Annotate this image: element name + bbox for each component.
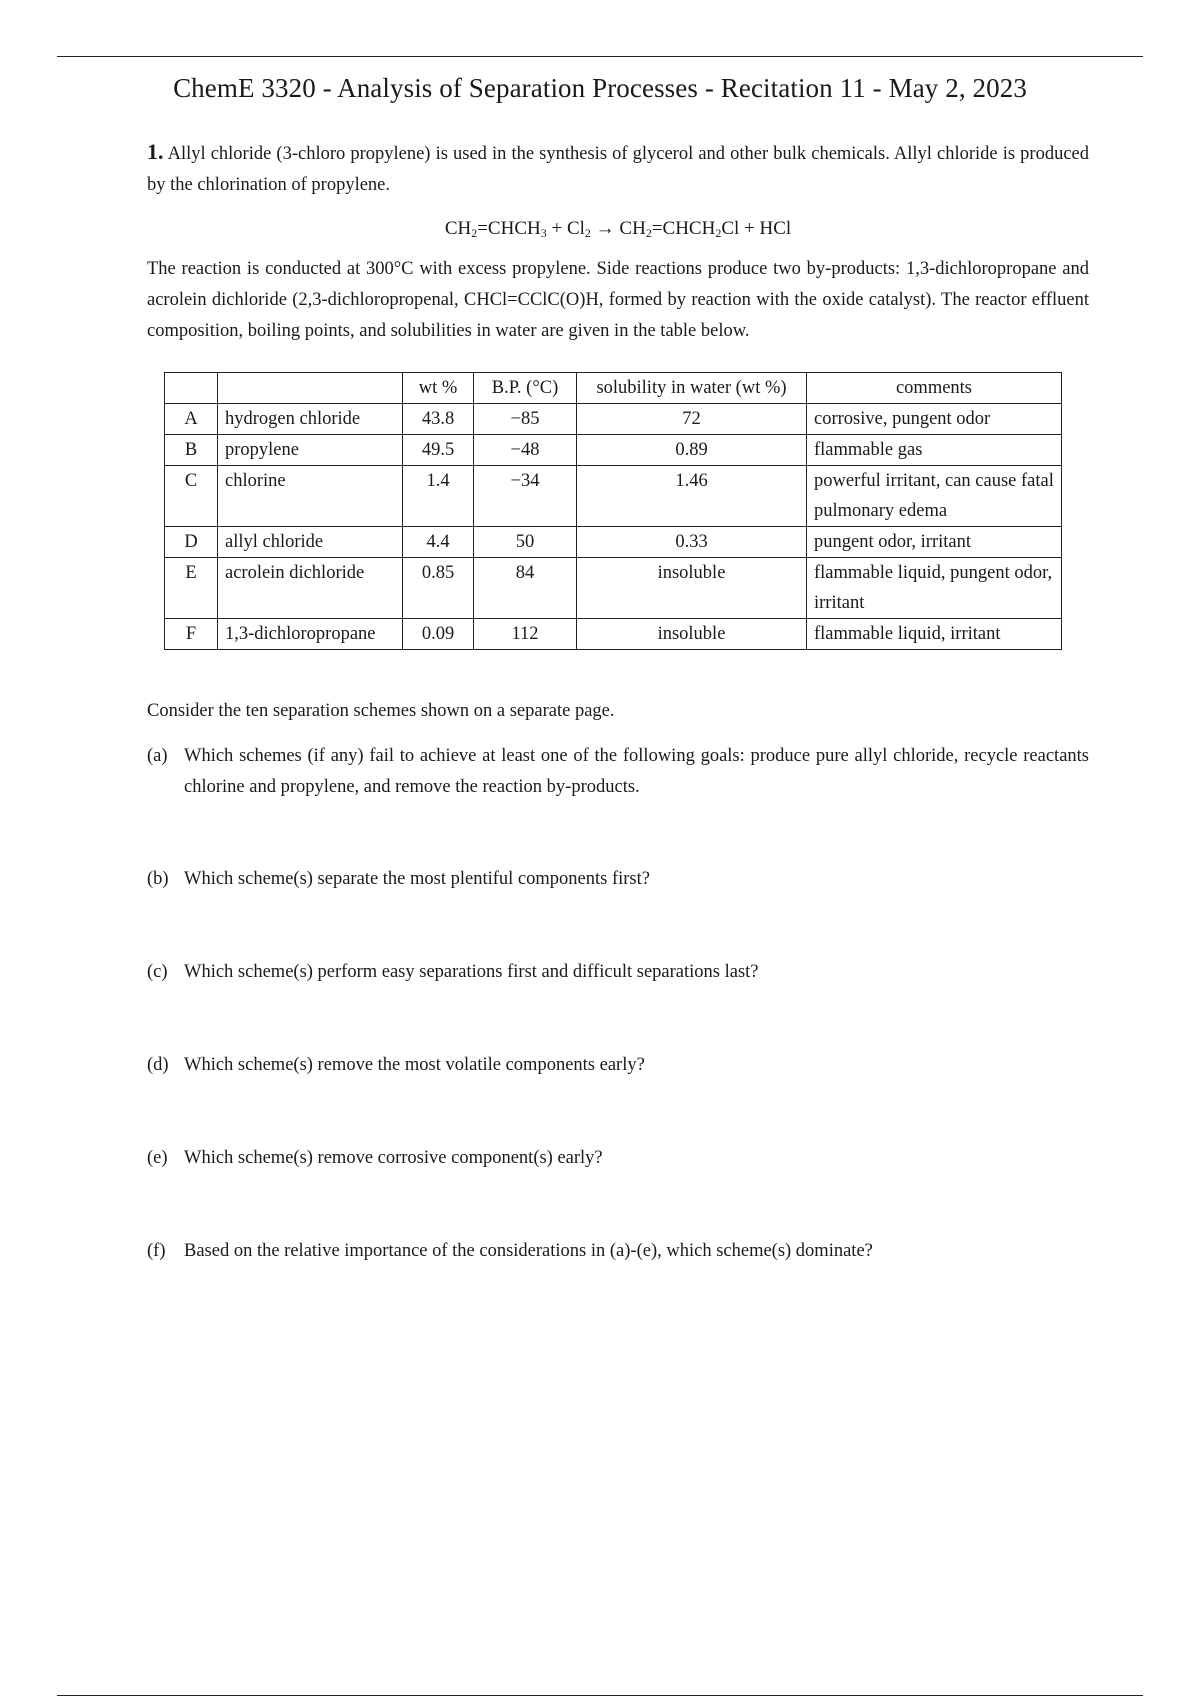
component-comments: powerful irritant, can cause fatal pulmonary edema [807,466,1062,527]
question-label: (e) [147,1148,168,1168]
eq-subscript: 2 [715,226,722,240]
consider-text: Consider the ten separation schemes shown on a separate page. [147,701,615,721]
table-row [165,527,1062,558]
component-id: A [165,404,218,435]
header-cell [218,373,403,404]
component-comments: flammable gas [807,435,1062,466]
top-rule [57,56,1143,57]
component-bp: −34 [474,466,577,527]
eq-term: Cl [566,218,585,239]
component-comments: pungent odor, irritant [807,527,1062,558]
header-cell: B.P. (°C) [474,373,577,404]
problem-number: 1. [147,139,164,164]
question-text: Which scheme(s) separate the most plentiful components first? [184,869,650,889]
component-id: F [165,619,218,650]
eq-term: =CHCH [651,218,716,239]
question-label: (b) [147,869,169,889]
component-name: 1,3-dichloropropane [218,619,403,650]
question-d [147,1050,1089,1081]
problem-intro [147,136,1089,201]
component-wt: 0.85 [403,558,474,619]
table-row [165,558,1062,619]
component-wt: 49.5 [403,435,474,466]
conditions-paragraph: The reaction is conducted at 300°C with excess propylene. Side reactions produce two by-products: 1,3-dichloropropane and acrolein dichloride (2,3-dichloropropenal, CHCl=CClC(O)H, formed by reaction with the oxide catalyst). The reactor effluent composition, boiling points, and solubilities in water are given in the table below. [147,259,1089,341]
component-solubility: insoluble [577,619,807,650]
reaction-equation [147,213,1089,244]
table-row [165,619,1062,650]
component-bp: 112 [474,619,577,650]
eq-term: CH [444,218,472,239]
question-f [147,1236,1089,1267]
table-row [165,435,1062,466]
eq-term: =CHCH [477,218,541,239]
component-name: propylene [218,435,403,466]
component-id: E [165,558,218,619]
header-cell: comments [807,373,1062,404]
header-cell: wt % [403,373,474,404]
question-c [147,957,1089,988]
question-text: Which scheme(s) remove the most volatile components early? [184,1055,645,1075]
question-label: (a) [147,746,168,766]
question-text: Which scheme(s) perform easy separations first and difficult separations last? [184,962,759,982]
table-row [165,404,1062,435]
eq-subscript: 2 [471,226,478,240]
component-comments: flammable liquid, pungent odor, irritant [807,558,1062,619]
question-b [147,864,1089,895]
question-text: Based on the relative importance of the considerations in (a)-(e), which scheme(s) dominate? [184,1241,873,1261]
problem-content [147,136,1089,1267]
component-comments: corrosive, pungent odor [807,404,1062,435]
component-comments: flammable liquid, irritant [807,619,1062,650]
eq-subscript: 2 [584,226,591,240]
component-name: allyl chloride [218,527,403,558]
component-id: C [165,466,218,527]
eq-subscript: 2 [645,226,652,240]
component-wt: 43.8 [403,404,474,435]
header-cell: solubility in water (wt %) [577,373,807,404]
component-id: B [165,435,218,466]
component-solubility: 0.89 [577,435,807,466]
component-solubility: insoluble [577,558,807,619]
page-header: ChemE 3320 - Analysis of Separation Processes - Recitation 11 - May 2, 2023 [173,73,1027,103]
eq-plus: + [739,218,760,239]
component-name: acrolein dichloride [218,558,403,619]
bottom-rule [57,1695,1143,1696]
effluent-table [164,372,1062,650]
question-text: Which scheme(s) remove corrosive component(s) early? [184,1148,603,1168]
component-bp: −85 [474,404,577,435]
eq-subscript: 3 [540,226,547,240]
question-label: (d) [147,1055,169,1075]
component-wt: 1.4 [403,466,474,527]
question-label: (f) [147,1241,166,1261]
component-solubility: 72 [577,404,807,435]
component-solubility: 1.46 [577,466,807,527]
header-cell [165,373,218,404]
eq-arrow: → [590,218,620,239]
eq-term: Cl [721,218,740,239]
component-bp: 50 [474,527,577,558]
component-name: chlorine [218,466,403,527]
eq-term: CH [619,218,646,239]
eq-term: HCl [759,218,792,239]
component-id: D [165,527,218,558]
component-bp: 84 [474,558,577,619]
component-bp: −48 [474,435,577,466]
table-row [165,466,1062,527]
component-wt: 4.4 [403,527,474,558]
eq-plus: + [546,218,567,239]
component-solubility: 0.33 [577,527,807,558]
intro-text: Allyl chloride (3-chloro propylene) is used in the synthesis of glycerol and other bulk chemicals. Allyl chloride is produced by the chlorination of propylene. [147,144,1089,195]
component-name: hydrogen chloride [218,404,403,435]
question-label: (c) [147,962,168,982]
question-e [147,1143,1089,1174]
table-header-row [165,373,1062,404]
question-a [147,741,1089,803]
question-text: Which schemes (if any) fail to achieve at least one of the following goals: produce pure allyl chloride, recycle reactants chlorine and propylene, and remove the reaction by-products. [184,746,1089,797]
component-wt: 0.09 [403,619,474,650]
